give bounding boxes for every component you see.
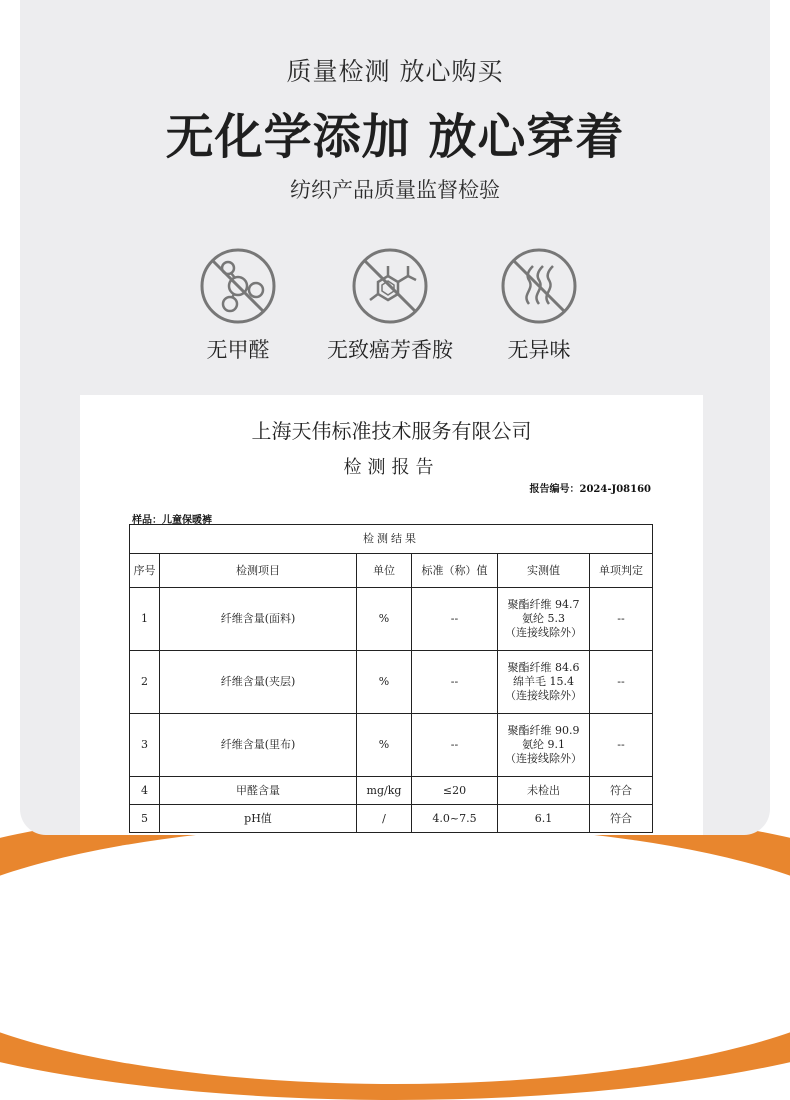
- table-header-row: [130, 554, 653, 588]
- measured-line: （连接线除外）: [505, 752, 582, 765]
- hero-note: 纺织产品质量监督检验: [290, 178, 500, 202]
- no-odor-icon: [499, 246, 579, 326]
- cell-no: 1: [130, 588, 160, 651]
- cell-verdict: --: [590, 651, 653, 714]
- cell-measured: [498, 588, 590, 651]
- table-row: [130, 588, 653, 651]
- cell-standard: --: [412, 588, 498, 651]
- measured-line: （连接线除外）: [505, 689, 582, 702]
- table-row: [130, 651, 653, 714]
- measured-line: 聚酯纤维 94.7: [507, 598, 580, 611]
- measured-line: 氨纶 9.1: [522, 738, 565, 751]
- measured-line: 聚酯纤维 84.6: [507, 661, 580, 674]
- cell-item: 纤维含量(面料): [160, 588, 357, 651]
- header-cell: 单位: [357, 554, 412, 588]
- table-caption: 检测结果: [130, 525, 653, 554]
- cell-verdict: 符合: [590, 805, 653, 833]
- cell-item: 甲醛含量: [160, 777, 357, 805]
- report-title: 检测报告: [343, 457, 440, 478]
- table-row: [130, 714, 653, 777]
- cell-verdict: --: [590, 588, 653, 651]
- report-company: 上海天伟标准技术服务有限公司: [251, 419, 532, 443]
- cell-measured: [498, 651, 590, 714]
- header-cell: 序号: [130, 554, 160, 588]
- measured-line: （连接线除外）: [505, 626, 582, 639]
- feature-label: 无异味: [507, 338, 571, 362]
- cell-item: pH值: [160, 805, 357, 833]
- cell-unit: mg/kg: [357, 777, 412, 805]
- table-caption-row: [130, 525, 653, 554]
- cell-unit: /: [357, 805, 412, 833]
- feature-no-odor: [449, 246, 629, 364]
- cell-no: 3: [130, 714, 160, 777]
- measured-line: 绵羊毛 15.4: [513, 675, 574, 688]
- table-row: [130, 805, 653, 833]
- hero-subtitle: 质量检测 放心购买: [286, 57, 504, 86]
- no-formaldehyde-icon: [198, 246, 278, 326]
- cell-measured: 未检出: [498, 777, 590, 805]
- cell-unit: %: [357, 588, 412, 651]
- feature-label: 无致癌芳香胺: [327, 338, 453, 362]
- cell-item: 纤维含量(里布): [160, 714, 357, 777]
- cell-standard: --: [412, 651, 498, 714]
- cell-standard: ≤20: [412, 777, 498, 805]
- report-number: 报告编号：2024-J08160: [529, 484, 651, 495]
- hero-title: 无化学添加 放心穿着: [165, 109, 625, 165]
- feature-label: 无甲醛: [206, 338, 270, 362]
- cell-no: 4: [130, 777, 160, 805]
- no-carcinogenic-amine-icon: [350, 246, 430, 326]
- cell-item: 纤维含量(夹层): [160, 651, 357, 714]
- cell-unit: %: [357, 651, 412, 714]
- cell-no: 2: [130, 651, 160, 714]
- header-cell: 检测项目: [160, 554, 357, 588]
- test-report-document: [80, 395, 703, 835]
- cell-no: 5: [130, 805, 160, 833]
- measured-line: 氨纶 5.3: [522, 612, 565, 625]
- measured-line: 聚酯纤维 90.9: [507, 724, 580, 737]
- header-cell: 单项判定: [590, 554, 653, 588]
- header-cell: 标准（称）值: [412, 554, 498, 588]
- cell-measured: 6.1: [498, 805, 590, 833]
- cell-verdict: 符合: [590, 777, 653, 805]
- header-cell: 实测值: [498, 554, 590, 588]
- results-table: [129, 524, 653, 833]
- cell-verdict: --: [590, 714, 653, 777]
- report-sample: 样品：儿童保暖裤: [132, 515, 212, 526]
- arc-inner-white: [0, 824, 790, 1084]
- cell-standard: --: [412, 714, 498, 777]
- cell-measured: [498, 714, 590, 777]
- cell-unit: %: [357, 714, 412, 777]
- cell-standard: 4.0~7.5: [412, 805, 498, 833]
- table-row: [130, 777, 653, 805]
